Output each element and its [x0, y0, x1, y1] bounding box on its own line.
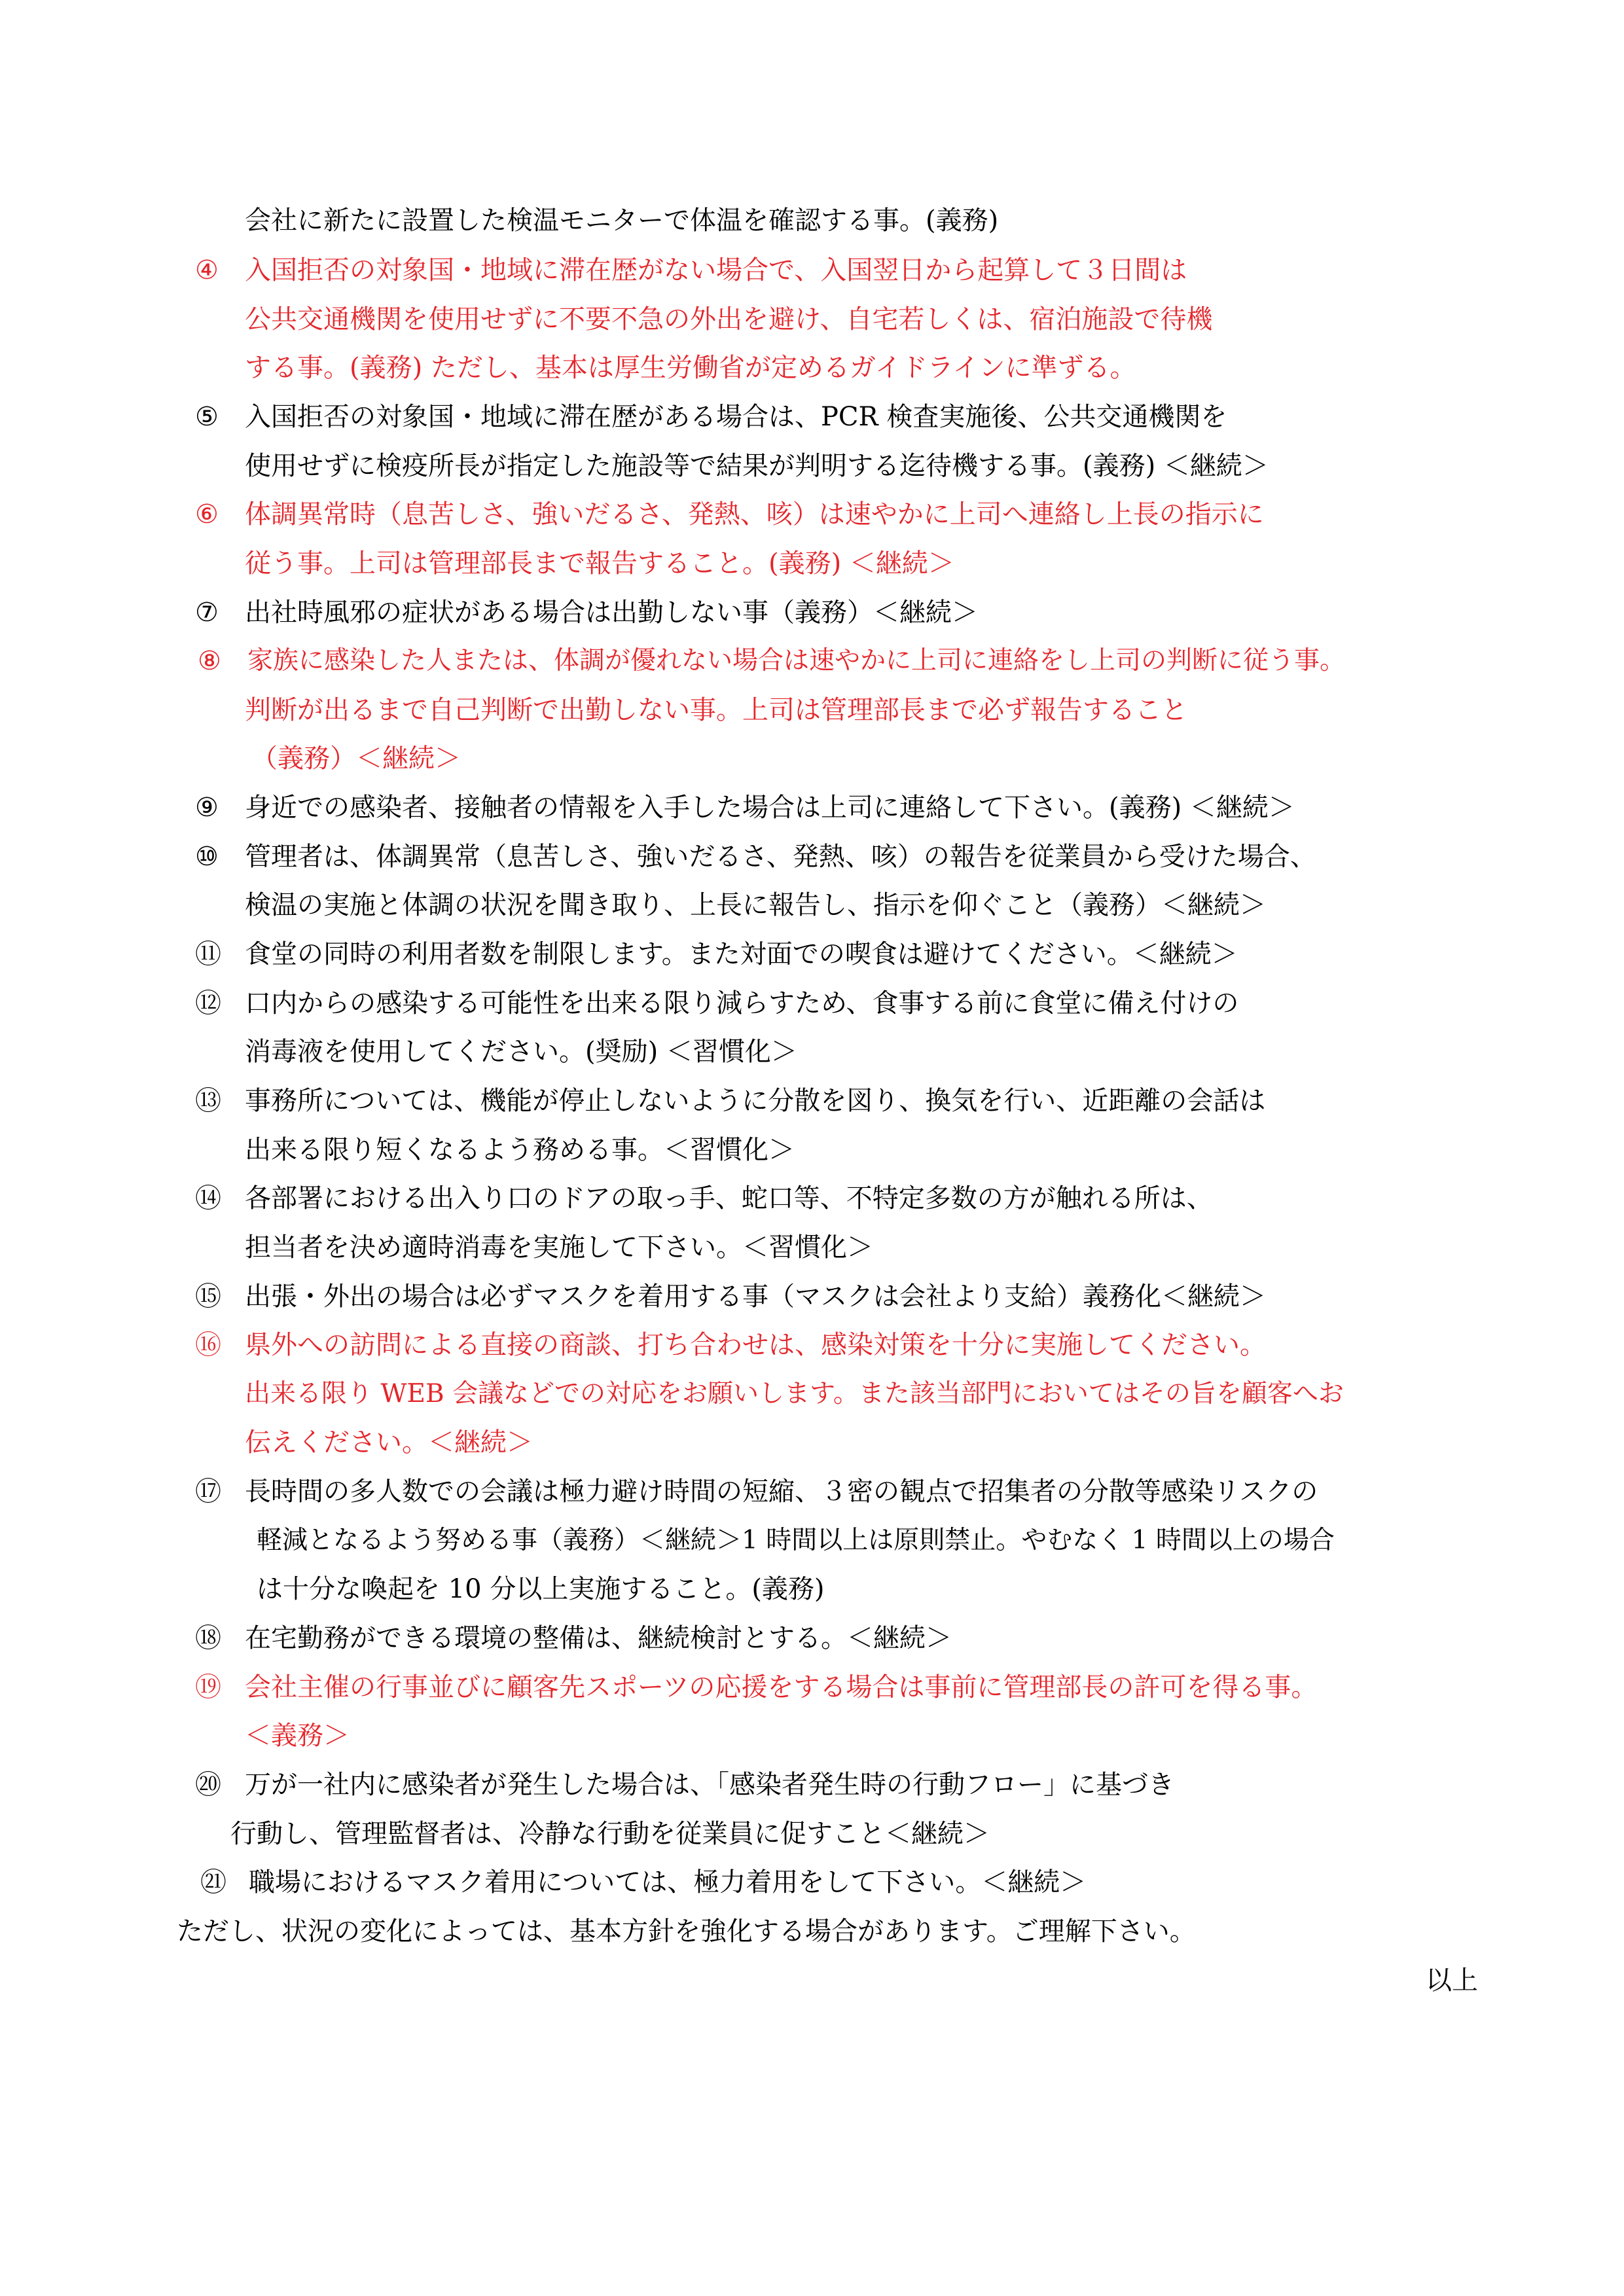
item-line: 職場におけるマスク着用については、極力着用をして下さい。＜継続＞ [249, 1867, 1087, 1897]
item-number: ⑩ [195, 842, 219, 872]
item-line: 万が一社内に感染者が発生した場合は、「感染者発生時の行動フロー」に基づき [245, 1770, 1174, 1800]
closing-note: ただし、状況の変化によっては、基本方針を強化する場合があります。ご理解下さい。 [177, 1916, 1196, 1946]
item-line: する事。(義務) ただし、基本は厚生労働省が定めるガイドラインに準ずる。 [245, 353, 1136, 383]
item-line: 従う事。上司は管理部長まで報告すること。(義務) ＜継続＞ [245, 548, 954, 579]
item-line: 伝えください。＜継続＞ [245, 1427, 533, 1458]
item-number: ⑨ [195, 793, 219, 823]
item-line: 各部署における出入り口のドアの取っ手、蛇口等、不特定多数の方が触れる所は、 [245, 1183, 1213, 1213]
item-line: 県外への訪問による直接の商談、打ち合わせは、感染対策を十分に実施してください。 [245, 1330, 1266, 1360]
item-line: 使用せずに検疫所長が指定した施設等で結果が判明する迄待機する事。(義務) ＜継続＞ [245, 451, 1269, 481]
item-line: 身近での感染者、接触者の情報を入手した場合は上司に連絡して下さい。(義務) ＜継続＞ [245, 793, 1295, 823]
item-number: ⑦ [195, 598, 219, 628]
item-line: 長時間の多人数での会議は極力避け時間の短縮、３密の観点で招集者の分散等感染リスクの [245, 1477, 1318, 1507]
item-line: 判断が出るまで自己判断で出勤しない事。上司は管理部長まで必ず報告すること [245, 695, 1187, 725]
item-line: 出来る限り WEB 会議などでの対応をお願いします。また該当部門においてはその旨を顧客へお [245, 1379, 1344, 1408]
item-line: （義務）＜継続＞ [251, 744, 461, 774]
item-line: は十分な喚起を 10 分以上実施すること。(義務) [257, 1574, 825, 1604]
item-line: 事務所については、機能が停止しないように分散を図り、換気を行い、近距離の会話は [245, 1086, 1266, 1116]
item-line: 入国拒否の対象国・地域に滞在歴がある場合は、PCR 検査実施後、公共交通機関を [245, 402, 1227, 432]
item-line: 出張・外出の場合は必ずマスクを着用する事（マスクは会社より支給）義務化＜継続＞ [245, 1282, 1266, 1312]
item-line: 検温の実施と体調の状況を聞き取り、上長に報告し、指示を仰ぐこと（義務）＜継続＞ [245, 890, 1266, 920]
item-line: 在宅勤務ができる環境の整備は、継続検討とする。＜継続＞ [245, 1623, 952, 1653]
end-mark: 以上 [1426, 1965, 1478, 1996]
item-line: 家族に感染した人または、体調が優れない場合は速やかに上司に連絡をし上司の判断に従う事。 [247, 646, 1346, 675]
item-line: 出来る限り短くなるよう務める事。＜習慣化＞ [245, 1135, 795, 1165]
item-number: ④ [195, 255, 219, 285]
item-line: 管理者は、体調異常（息苦しさ、強いだるさ、発熱、咳）の報告を従業員から受けた場合、 [245, 842, 1316, 872]
item-line: 口内からの感染する可能性を出来る限り減らすため、食事する前に食堂に備え付けの [245, 988, 1239, 1018]
item-number: ⑭ [195, 1183, 221, 1213]
item-number: ⑪ [195, 939, 221, 969]
item-number: ⑰ [195, 1477, 221, 1507]
item-line: 食堂の同時の利用者数を制限します。また対面での喫食は避けてください。＜継続＞ [245, 939, 1238, 969]
item-line: 行動し、管理監督者は、冷静な行動を従業員に促すこと＜継続＞ [230, 1819, 990, 1849]
item-line: ＜義務＞ [245, 1721, 350, 1751]
item-number: ㉑ [200, 1867, 226, 1897]
item-number: ⑱ [195, 1623, 221, 1653]
intro-line: 会社に新たに設置した検温モニターで体温を確認する事。(義務) [245, 206, 999, 236]
item-number: ⑮ [195, 1282, 221, 1312]
item-line: 入国拒否の対象国・地域に滞在歴がない場合で、入国翌日から起算して３日間は [245, 255, 1187, 285]
item-line: 体調異常時（息苦しさ、強いだるさ、発熱、咳）は速やかに上司へ連絡し上長の指示に [245, 499, 1264, 529]
item-number: ⑳ [195, 1770, 221, 1800]
item-number: ⑧ [198, 646, 221, 676]
item-number: ⑲ [195, 1672, 221, 1702]
item-line: 公共交通機関を使用せずに不要不急の外出を避け、自宅若しくは、宿泊施設で待機 [245, 304, 1213, 334]
item-line: 消毒液を使用してください。(奨励) ＜習慣化＞ [245, 1037, 797, 1067]
item-number: ⑯ [195, 1330, 221, 1360]
item-number: ⑬ [195, 1086, 221, 1116]
item-line: 担当者を決め適時消毒を実施して下さい。＜習慣化＞ [245, 1232, 873, 1263]
item-number: ⑥ [195, 499, 219, 529]
item-line: 出社時風邪の症状がある場合は出勤しない事（義務）＜継続＞ [245, 598, 978, 628]
item-number: ⑤ [195, 402, 219, 432]
item-number: ⑫ [195, 988, 221, 1018]
item-line: 会社主催の行事並びに顧客先スポーツの応援をする場合は事前に管理部長の許可を得る事。 [245, 1672, 1318, 1702]
item-line: 軽減となるよう努める事（義務）＜継続＞1 時間以上は原則禁止。やむなく 1 時間以上の場合 [257, 1526, 1335, 1555]
